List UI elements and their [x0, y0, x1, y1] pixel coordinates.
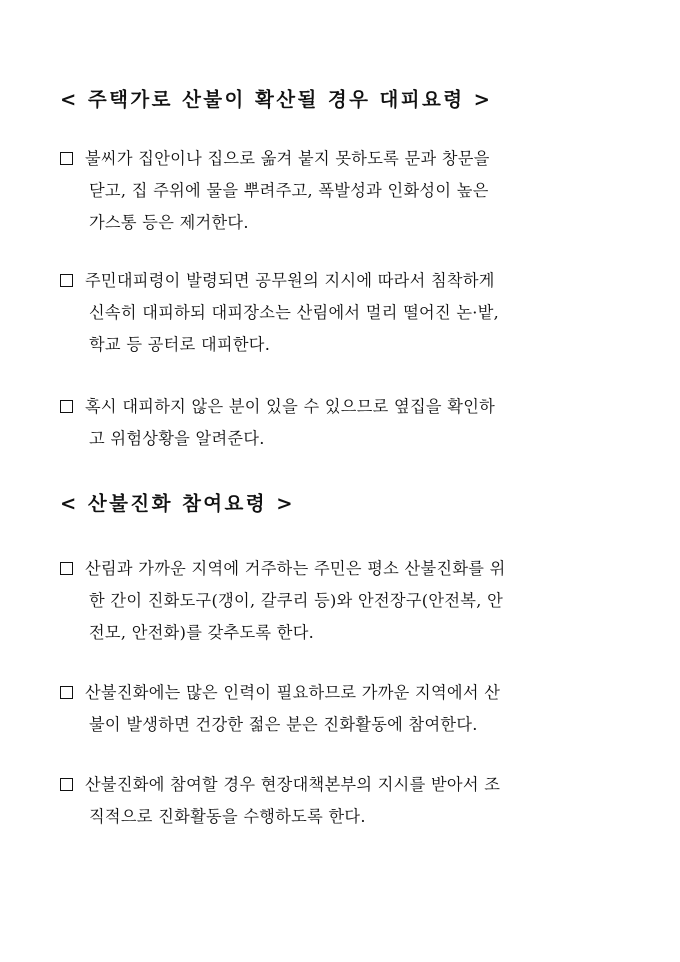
evacuation-item-1	[60, 143, 626, 239]
firefighting-item-1	[60, 553, 626, 649]
checkbox-square-icon	[60, 274, 73, 287]
item-line: 신속히 대피하되 대피장소는 산림에서 멀리 떨어진 논·밭,	[89, 303, 500, 322]
checkbox-square-icon	[60, 686, 73, 699]
checkbox-square-icon	[60, 562, 73, 575]
checkbox-square-icon	[60, 152, 73, 165]
item-line: 가스통 등은 제거한다.	[89, 213, 249, 232]
item-line: 고 위험상황을 알려준다.	[89, 429, 265, 448]
checkbox-square-icon	[60, 400, 73, 413]
item-line: 불씨가 집안이나 집으로 옮겨 붙지 못하도록 문과 창문을	[60, 143, 626, 175]
item-line: 학교 등 공터로 대피한다.	[89, 335, 271, 354]
item-line: 산불진화에는 많은 인력이 필요하므로 가까운 지역에서 산	[60, 677, 626, 709]
item-line: 한 간이 진화도구(갱이, 갈쿠리 등)와 안전장구(안전복, 안	[89, 591, 504, 610]
item-line: 산림과 가까운 지역에 거주하는 주민은 평소 산불진화를 위	[60, 553, 626, 585]
item-line: 직적으로 진화활동을 수행하도록 한다.	[89, 807, 366, 826]
item-line: 닫고, 집 주위에 물을 뿌려주고, 폭발성과 인화성이 높은	[89, 181, 489, 200]
item-line: 산불진화에 참여할 경우 현장대책본부의 지시를 받아서 조	[60, 769, 626, 801]
firefighting-item-2	[60, 677, 626, 741]
item-line: 전모, 안전화)를 갖추도록 한다.	[89, 623, 315, 642]
item-line: 주민대피령이 발령되면 공무원의 지시에 따라서 침착하게	[60, 265, 626, 297]
checkbox-square-icon	[60, 778, 73, 791]
item-line: 불이 발생하면 건강한 젊은 분은 진화활동에 참여한다.	[89, 715, 478, 734]
section-title-evacuation: < 주택가로 산불이 확산될 경우 대피요령 >	[60, 88, 493, 111]
firefighting-item-3	[60, 769, 626, 833]
evacuation-item-3	[60, 391, 626, 455]
section-title-firefighting: < 산불진화 참여요령 >	[60, 492, 295, 515]
evacuation-item-2	[60, 265, 626, 361]
item-line: 혹시 대피하지 않은 분이 있을 수 있으므로 옆집을 확인하	[60, 391, 626, 423]
